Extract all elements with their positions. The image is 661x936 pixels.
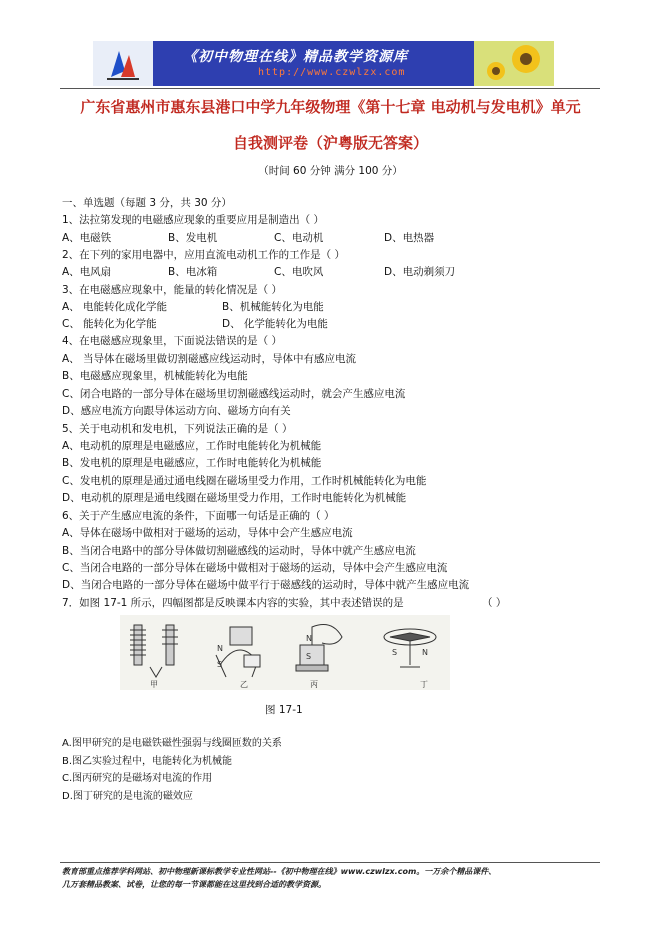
option: A、电磁铁	[62, 232, 112, 244]
banner-title: 《初中物理在线》精品教学资源库	[183, 49, 408, 65]
figure-label: 乙	[240, 680, 248, 689]
option: A、导体在磁场中做相对于磁场的运动，导体中会产生感应电流	[62, 527, 353, 539]
option: C、发电机的原理是通过通电线圈在磁场里受力作用，工作时机械能转化为电能	[62, 475, 427, 487]
document-title-line1: 广东省惠州市惠东县港口中学九年级物理《第十七章 电动机与发电机》单元	[80, 98, 581, 116]
document-title-line2: 自我测评卷（沪粤版无答案）	[232, 134, 428, 152]
question-3: 3、在电磁感应现象中，能量的转化情况是（ ）	[62, 284, 283, 296]
q2-options	[62, 264, 602, 278]
footer-line-1: 教育部重点推荐学科网站、初中物理新课标教学专业性网站--《初中物理在线》www.czwlzx.com。一万余个精品课件、	[62, 867, 497, 876]
question-5: 5、关于电动机和发电机，下列说法正确的是（ ）	[62, 423, 293, 435]
option: C、当闭合电路的一部分导体在磁场中做相对于磁场的运动，导体中会产生感应电流	[62, 562, 448, 574]
figure-17-1	[120, 615, 450, 690]
option: B、当闭合电路中的部分导体做切割磁感线的运动时，导体中就产生感应电流	[62, 545, 416, 557]
experiment-diagrams	[120, 615, 450, 690]
question-2: 2、在下列的家用电器中，应用直流电动机工作的工作是（ ）	[62, 249, 346, 261]
question-7: 7．如图 17-1 所示，四幅图都是反映课本内容的实验，其中表述错误的是	[62, 597, 404, 609]
footer-divider	[60, 862, 600, 863]
option: D、 化学能转化为电能	[222, 318, 328, 330]
option: D、电热器	[384, 232, 435, 244]
svg-text:N: N	[422, 648, 428, 657]
figure-label: 丙	[310, 680, 318, 689]
option: C、 能转化为化学能	[62, 318, 157, 330]
svg-text:N: N	[217, 644, 223, 653]
option: D.图丁研究的是电流的磁效应	[62, 791, 193, 802]
option: D、感应电流方向跟导体运动方向、磁场方向有关	[62, 405, 291, 417]
option: B、发电机的原理是电磁感应，工作时电能转化为机械能	[62, 457, 322, 469]
figure-caption: 图 17-1	[265, 704, 303, 716]
figure-label: 甲	[150, 680, 158, 689]
option: A、 电能转化成化学能	[62, 301, 168, 313]
option: D、当闭合电路的一部分导体在磁场中做平行于磁感线的运动时，导体中就产生感应电流	[62, 579, 470, 591]
question-6: 6、关于产生感应电流的条件，下面哪一句话是正确的（ ）	[62, 510, 335, 522]
logo-icon	[93, 41, 153, 86]
option: D、电动机的原理是通电线圈在磁场里受力作用，工作时电能转化为机械能	[62, 492, 407, 504]
option: B、电冰箱	[168, 266, 218, 278]
q3-options-row2	[62, 316, 602, 330]
option: A、电动机的原理是电磁感应，工作时电能转化为机械能	[62, 440, 322, 452]
option: A、 当导体在磁场里做切割磁感应线运动时，导体中有感应电流	[62, 353, 357, 365]
time-info: （时间 60 分钟 满分 100 分）	[258, 165, 403, 177]
figure-label: 丁	[420, 680, 428, 689]
answer-blank: （ ）	[482, 597, 507, 609]
option: B、电磁感应现象里，机械能转化为电能	[62, 370, 248, 382]
svg-text:S: S	[306, 652, 312, 661]
banner-logo-area	[93, 41, 153, 86]
option: A、电风扇	[62, 266, 112, 278]
svg-text:N: N	[306, 634, 312, 643]
option: C、闭合电路的一部分导体在磁场里切割磁感线运动时，就会产生感应电流	[62, 388, 406, 400]
footer-line-2: 几万套精品教案、试卷，让您的每一节课都能在这里找到合适的教学资源。	[62, 880, 326, 889]
header-banner	[93, 41, 554, 86]
svg-text:S: S	[217, 660, 223, 669]
q3-options-row1	[62, 299, 602, 313]
option: B、机械能转化为电能	[222, 301, 324, 313]
option: C、电动机	[274, 232, 324, 244]
option: B.图乙实验过程中，电能转化为机械能	[62, 756, 233, 767]
header-divider	[60, 88, 600, 89]
question-1: 1、法拉第发现的电磁感应现象的重要应用是制造出（ ）	[62, 214, 325, 226]
q1-options	[62, 230, 602, 244]
option: D、电动剃须刀	[384, 266, 456, 278]
option: A.图甲研究的是电磁铁磁性强弱与线圈匝数的关系	[62, 738, 282, 749]
option: C.图丙研究的是磁场对电流的作用	[62, 773, 213, 784]
question-4: 4、在电磁感应现象里，下面说法错误的是（ ）	[62, 335, 283, 347]
option: B、发电机	[168, 232, 218, 244]
svg-text:S: S	[392, 648, 398, 657]
banner-url[interactable]: http://www.czwlzx.com	[258, 67, 406, 78]
section-heading: 一、单选题（每题 3 分，共 30 分）	[62, 197, 232, 209]
option: C、电吹风	[274, 266, 324, 278]
